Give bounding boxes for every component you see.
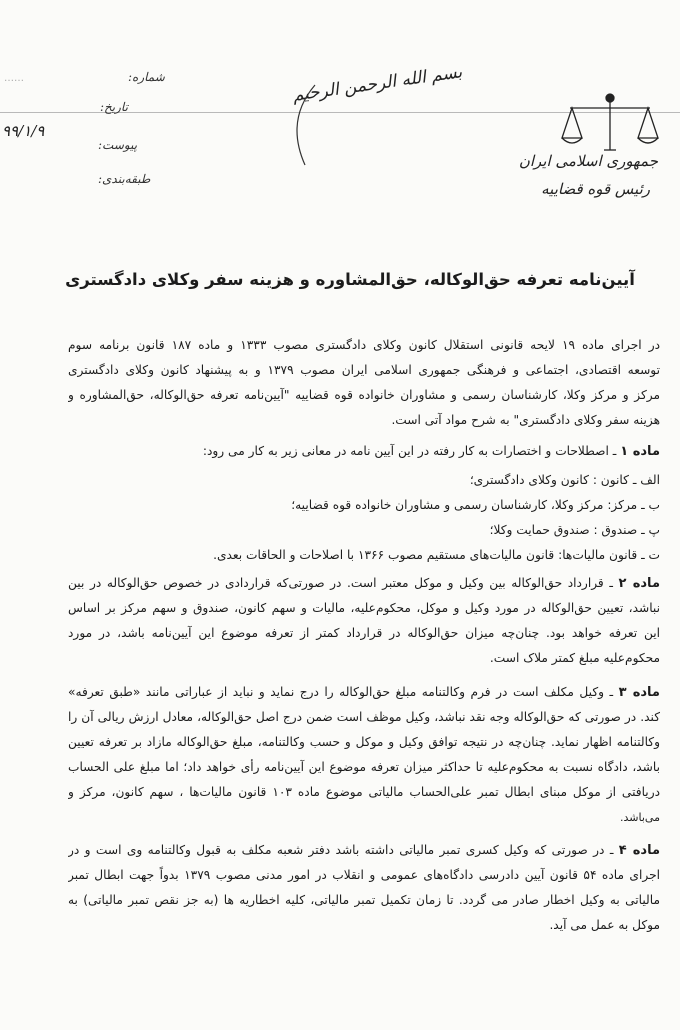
article-label: ماده ۴ xyxy=(618,843,660,858)
intro-line: هزینه سفر وکلای دادگستری" به شرح مواد آتی است. xyxy=(391,413,660,427)
article-4 xyxy=(68,838,660,938)
article-3 xyxy=(68,680,660,830)
definition-item: ت ـ قانون مالیات‌ها: قانون مالیات‌های مستقیم مصوب ۱۳۶۶ با اصلاحات و الحاقات بعدی. xyxy=(213,548,660,562)
article-line: کند. در صورتی که حق‌الوکاله وجه نقد نباشد، وکیل موظف است ضمن درج اصل حق‌الوکاله، معادل ارزش ریالی آن را xyxy=(68,710,660,724)
article-line: وکالتنامه اظهار نماید. چنان‌چه در نتیجه توافق وکیل و موکل و حسب وکالتنامه، مبلغ حق‌الوکاله مازاد بر تعرفه تعیین xyxy=(68,735,660,749)
article-line: مالیاتی به وکیل اخطار صادر می گردد. تا زمان تکمیل تمبر مالیاتی، کلیه اخطاریه ها (به جز نقص تمبر مالیاتی) به xyxy=(68,893,660,907)
attachment-label: پیوست: xyxy=(98,138,138,152)
article-line: می‌باشد. xyxy=(620,811,660,824)
article-line: نباشد، تعیین حق‌الوکاله در مورد وکیل و موکل، محکوم‌علیه، مالیات و سهم کانون، صندوق و سهم مرکز بر اساس xyxy=(68,601,660,615)
article-line: ـ وکیل مکلف است در فرم وکالتنامه مبلغ حق‌الوکاله را درج نماید و نباید از عباراتی مانند «طبق تعرفه» xyxy=(68,685,614,699)
article-line: ـ قرارداد حق‌الوکاله بین وکیل و موکل معتبر است. در صورتی‌که قراردادی در خصوص حق‌الوکاله در بین xyxy=(68,576,619,590)
article-2 xyxy=(68,571,660,671)
article-line: محکوم‌علیه مبلغ کمتر ملاک است. xyxy=(489,651,660,665)
number-label: شماره: xyxy=(128,70,165,84)
bismillah-flourish xyxy=(285,80,335,170)
article-line: دریافتی از موکل مبنای ابطال تمبر علی‌الحساب مالیاتی موضوع ماده ۱۰۳ قانون مالیات‌ها ، سهم کانون، مرکز و xyxy=(68,785,660,799)
intro-line: در اجرای ماده ۱۹ لایحه قانونی استقلال کانون وکلای دادگستری مصوب ۱۳۳۳ و ماده ۱۸۷ قانون برنامه سوم xyxy=(68,338,660,352)
date-label: تاریخ: xyxy=(100,100,128,114)
article-line: باشد، دادگاه نسبت به محکوم‌علیه تا حداکثر میزان تعرفه موضوع این آیین‌نامه رأی خواهد داد؛ اما مبلغ علی الحساب xyxy=(68,760,660,774)
article-line: ـ در صورتی که وکیل کسری تمبر مالیاتی داشته باشد دفتر شعبه مکلف به قبول وکالتنامه وی است و در xyxy=(68,843,619,857)
definition-item: الف ـ کانون : کانون وکلای دادگستری؛ xyxy=(469,473,660,487)
date-value: ۹۹/۱/۹ xyxy=(2,122,45,140)
scales-of-justice-icon xyxy=(560,88,660,158)
article-1 xyxy=(68,439,660,568)
article-text: ـ اصطلاحات و اختصارات به کار رفته در این آیین نامه در معانی زیر به کار می رود: xyxy=(202,444,621,458)
bismillah-calligraphy: بسم الله الرحمن الرحیم xyxy=(291,62,464,106)
definition-item: ب ـ مرکز: مرکز وکلا، کارشناسان رسمی و مشاوران خانواده قوه قضاییه؛ xyxy=(291,498,660,512)
definition-item: پ ـ صندوق : صندوق حمایت وکلا؛ xyxy=(489,523,660,537)
article-line: موکل به عمل می آید. xyxy=(549,918,660,932)
article-line: این تعرفه خواهد بود. چنان‌چه میزان حق‌الوکاله در قرارداد کمتر از تعرفه موضوع این آیین‌نامه باشد، در مورد xyxy=(68,626,660,640)
document-title: آیین‌نامه تعرفه حق‌الوکاله، حق‌المشاوره و هزینه سفر وکلای دادگستری xyxy=(65,270,635,289)
number-value-faint: …… xyxy=(4,73,24,84)
intro-line: توسعه اقتصادی، اجتماعی و فرهنگی جمهوری اسلامی ایران مصوب ۱۳۷۹ و به پیشنهاد کانون وکلای دادگستری xyxy=(68,363,660,377)
article-label: ماده ۳ xyxy=(618,685,660,700)
intro-line: مرکز و مرکز وکلا، کارشناسان رسمی و مشاوران خانواده قوه قضاییه "آیین‌نامه تعرفه حق‌الوکاله، حق‌المشاوره و xyxy=(68,388,660,402)
intro-paragraph xyxy=(68,333,660,433)
article-label: ماده ۱ xyxy=(620,444,660,459)
country-name: جمهوری اسلامی ایران xyxy=(518,152,658,170)
article-line: اجرای ماده ۵۴ قانون آیین دادرسی دادگاه‌های عمومی و انقلاب در امور مدنی مصوب ۱۳۷۹ بدواً جهت ابطال تمبر xyxy=(68,868,660,882)
classification-label: طبقه‌بندی: xyxy=(98,172,151,186)
article-label: ماده ۲ xyxy=(618,576,660,591)
office-name: رئیس قوه قضاییه xyxy=(541,180,650,198)
